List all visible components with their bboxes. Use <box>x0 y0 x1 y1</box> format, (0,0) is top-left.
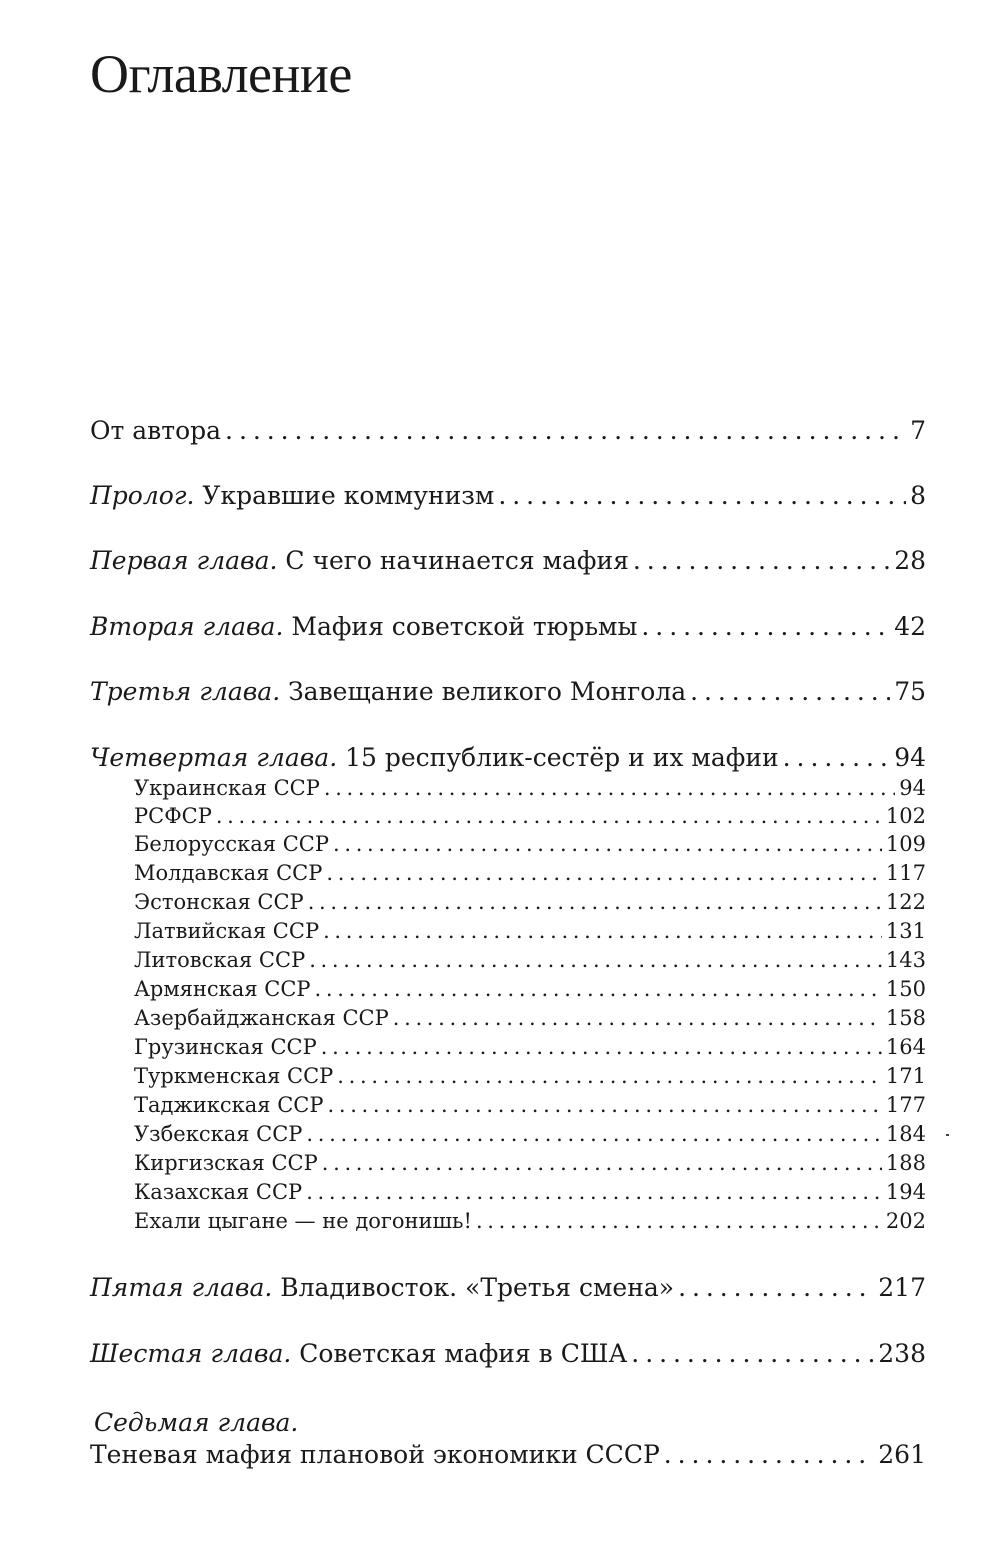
entry-title: Завещание великого Монгола <box>288 677 687 706</box>
dot-leader <box>498 479 906 513</box>
dot-leader <box>321 1033 882 1061</box>
subentry-title: Таджикская ССР <box>134 1093 324 1117</box>
page-number: 109 <box>885 832 926 856</box>
entry-title: С чего начинается мафия <box>285 546 629 575</box>
toc-subentry[interactable] <box>134 1062 926 1090</box>
entry-prefix: Первая глава. <box>90 546 278 575</box>
page-number: 117 <box>885 861 926 885</box>
page-number: 184 <box>885 1122 926 1146</box>
entry-prefix: Четвертая глава. <box>90 743 338 772</box>
page-number: 42 <box>894 612 926 641</box>
toc-subentry[interactable] <box>134 802 926 830</box>
subentry-title: Грузинская ССР <box>134 1035 317 1059</box>
toc-subentry[interactable] <box>134 1207 926 1235</box>
entry-prefix: Вторая глава. <box>90 612 284 641</box>
page-number: 188 <box>885 1151 926 1175</box>
page-number: 8 <box>910 481 926 510</box>
page-number: 261 <box>878 1440 926 1469</box>
page-number: 122 <box>885 890 926 914</box>
toc-subentry[interactable] <box>134 774 926 802</box>
page-number: 177 <box>885 1093 926 1117</box>
page-number: 94 <box>894 743 926 772</box>
dot-leader <box>225 414 906 448</box>
toc-entry-chapter-1[interactable] <box>90 544 926 578</box>
subentry-title: Армянская ССР <box>134 977 311 1001</box>
toc-subentry[interactable] <box>134 975 926 1003</box>
page-number: 94 <box>899 776 926 800</box>
subentry-title: Литовская ССР <box>134 948 306 972</box>
toc-entry-chapter-3[interactable] <box>90 675 926 709</box>
toc-subentry[interactable] <box>134 1033 926 1061</box>
dot-leader <box>306 1120 881 1148</box>
page-number: 202 <box>885 1209 926 1233</box>
dot-leader <box>328 1091 882 1119</box>
dot-leader <box>476 1207 882 1235</box>
subentry-title: Латвийская ССР <box>134 919 320 943</box>
toc-subentry[interactable] <box>134 1091 926 1119</box>
entry-title: От автора <box>90 416 222 445</box>
toc-subentry[interactable] <box>134 888 926 916</box>
toc-subentry[interactable] <box>134 1178 926 1206</box>
dot-leader <box>631 1337 874 1371</box>
toc-entry-chapter-7[interactable] <box>90 1438 926 1472</box>
dot-leader <box>633 544 890 578</box>
toc-subentry[interactable] <box>134 1149 926 1177</box>
subentry-title: Казахская ССР <box>134 1180 303 1204</box>
entry-title: 15 республик-сестёр и их мафии <box>345 743 779 772</box>
entry-title: Советская мафия в США <box>299 1339 628 1368</box>
page-number: 7 <box>910 416 926 445</box>
toc-entry-chapter-6[interactable] <box>90 1337 926 1371</box>
page-number: 28 <box>894 546 926 575</box>
toc-entry-from-author[interactable] <box>90 414 926 448</box>
dot-leader <box>322 1149 882 1177</box>
toc-entry-chapter-4[interactable] <box>90 741 926 775</box>
subentry-title: Туркменская ССР <box>134 1064 334 1088</box>
dot-leader <box>690 675 890 709</box>
page-number: 158 <box>885 1006 926 1030</box>
subentry-title: Ехали цыгане — не догонишь! <box>134 1209 472 1233</box>
print-speck <box>946 1134 949 1136</box>
dot-leader <box>324 774 895 802</box>
dot-leader <box>641 610 890 644</box>
subentry-title: Украинская ССР <box>134 776 320 800</box>
toc-subentry[interactable] <box>134 946 926 974</box>
subentry-title: РСФСР <box>134 804 212 828</box>
chapter-7-prefix: Седьмая глава. <box>94 1408 299 1437</box>
toc-entry-chapter-5[interactable] <box>90 1271 926 1305</box>
page-number: 238 <box>878 1339 926 1368</box>
dot-leader <box>323 917 882 945</box>
dot-leader <box>309 946 882 974</box>
subentry-title: Азербайджанская ССР <box>134 1006 389 1030</box>
dot-leader <box>315 975 882 1003</box>
dot-leader <box>337 1062 882 1090</box>
dot-leader <box>333 830 882 858</box>
page-number: 194 <box>885 1180 926 1204</box>
entry-prefix: Пятая глава. <box>90 1273 273 1302</box>
toc-subentry[interactable] <box>134 830 926 858</box>
toc-subentry[interactable] <box>134 859 926 887</box>
toc-subentry[interactable] <box>134 1120 926 1148</box>
entry-title: Мафия советской тюрьмы <box>291 612 638 641</box>
toc-subentry[interactable] <box>134 917 926 945</box>
subentry-title: Киргизская ССР <box>134 1151 318 1175</box>
dot-leader <box>664 1438 875 1472</box>
page-number: 217 <box>878 1273 926 1302</box>
toc-entry-prologue[interactable] <box>90 479 926 513</box>
entry-prefix: Третья глава. <box>90 677 281 706</box>
subentry-title: Эстонская ССР <box>134 890 304 914</box>
dot-leader <box>308 888 882 916</box>
entry-title: Теневая мафия плановой экономики СССР <box>90 1440 660 1469</box>
page-number: 131 <box>885 919 926 943</box>
entry-prefix: Шестая глава. <box>90 1339 292 1368</box>
page-number: 150 <box>885 977 926 1001</box>
entry-title: Владивосток. «Третья смена» <box>280 1273 675 1302</box>
dot-leader <box>393 1004 882 1032</box>
dot-leader <box>783 741 891 775</box>
subentry-title: Молдавская ССР <box>134 861 323 885</box>
subentry-title: Узбекская ССР <box>134 1122 303 1146</box>
page-number: 143 <box>885 948 926 972</box>
dot-leader <box>678 1271 874 1305</box>
dot-leader <box>326 859 882 887</box>
dot-leader <box>216 802 882 830</box>
entry-prefix: Пролог. <box>90 481 195 510</box>
entry-title: Укравшие коммунизм <box>202 481 495 510</box>
page-number: 164 <box>885 1035 926 1059</box>
dot-leader <box>306 1178 882 1206</box>
page-number: 75 <box>894 677 926 706</box>
toc-subentry[interactable] <box>134 1004 926 1032</box>
page-number: 102 <box>885 804 926 828</box>
page-title: Оглавление <box>90 44 352 104</box>
toc-entry-chapter-2[interactable] <box>90 610 926 644</box>
page-number: 171 <box>885 1064 926 1088</box>
subentry-title: Белорусская ССР <box>134 832 329 856</box>
